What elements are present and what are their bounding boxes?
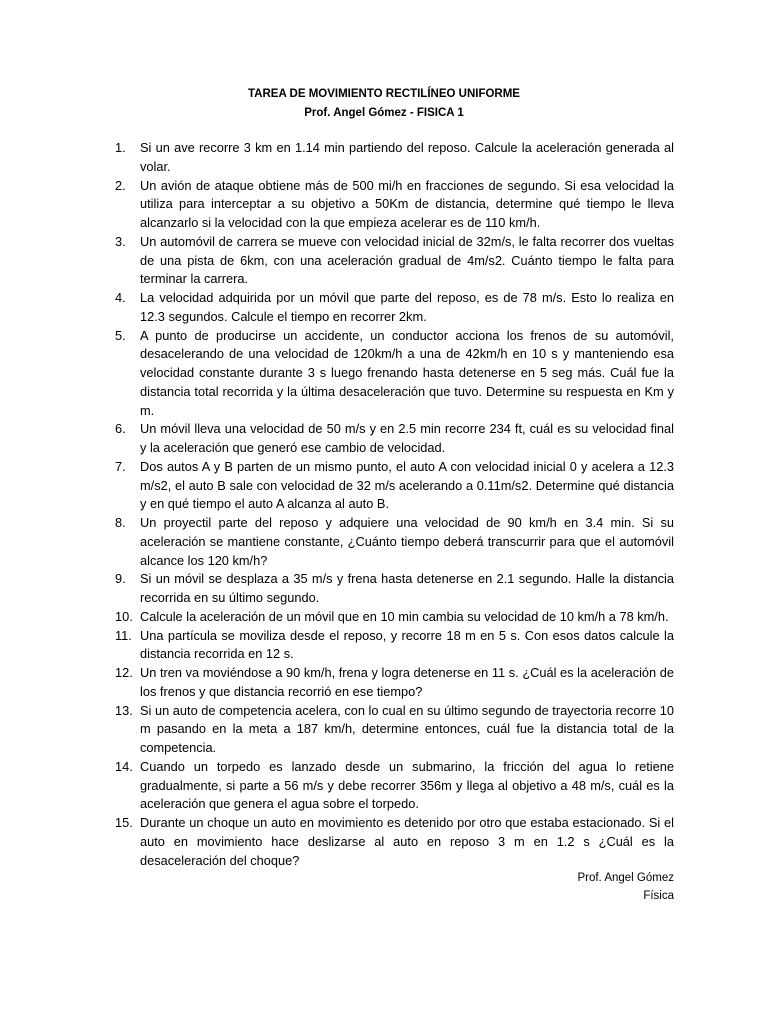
- problem-number: 7.: [115, 458, 126, 474]
- problem-item: [104, 627, 674, 665]
- problem-number: 6.: [115, 421, 126, 437]
- problem-text: Dos autos A y B parten de un mismo punto, el auto A con velocidad inicial 0 y acelera a 12.3 m/s2, el auto B sale con velocidad de 32 m/s acelerando a 0.11m/s2. Determine qué distancia y en qué tiempo el auto A alcanza al auto B.: [140, 458, 674, 512]
- problem-number: 2.: [115, 177, 126, 193]
- signature-subject: Física: [643, 890, 674, 902]
- signature-name: Prof. Angel Gómez: [577, 872, 674, 884]
- problem-item: [104, 608, 674, 627]
- problem-item: [104, 758, 674, 814]
- problem-text: A punto de producirse un accidente, un conductor acciona los frenos de su automóvil, desacelerando de una velocidad de 120km/h a una de 42km/h en 10 s y manteniendo esa velocidad constante durante 3 s luego frenando hasta detenerse en 5 seg más. Cuál fue la distancia total recorrida y la última desaceleración que tuvo. Determine su respuesta en Km y m.: [140, 327, 674, 418]
- problem-number: 9.: [115, 571, 126, 587]
- problem-text: Un proyectil parte del reposo y adquiere una velocidad de 90 km/h en 3.4 min. Si su aceleración se mantiene constante, ¿Cuánto tiempo deberá transcurrir para que el automóvil alcance los 120 km/h?: [140, 515, 674, 568]
- document-subtitle: Prof. Angel Gómez - FISICA 1: [304, 107, 464, 119]
- problem-text: Si un auto de competencia acelera, con lo cual en su último segundo de trayectoria recorre 10 m pasando en la meta a 187 km/h, determine entonces, cuál fue la distancia total de la competencia.: [140, 702, 674, 755]
- problem-number: 5.: [115, 327, 126, 343]
- problem-number: 1.: [115, 140, 126, 155]
- problem-number: 3.: [115, 233, 126, 249]
- problem-number: 8.: [115, 515, 126, 530]
- problem-text: Cuando un torpedo es lanzado desde un submarino, la fricción del agua lo retiene gradualmente, si parte a 56 m/s y debe recorrer 356m y llega al objetivo a 48 m/s, cuál es la aceleración que genera el agua sobre el torpedo.: [140, 758, 674, 812]
- problem-text: Si un móvil se desplaza a 35 m/s y frena hasta detenerse en 2.1 segundo. Halle la distancia recorrida en su último segundo.: [140, 571, 674, 605]
- problem-item: [104, 289, 674, 327]
- problem-text: Calcule la aceleración de un móvil que en 10 min cambia su velocidad de 10 km/h a 78 km/h.: [140, 608, 669, 624]
- problem-item: [104, 233, 674, 289]
- problem-item: [104, 420, 674, 458]
- problem-item: [104, 177, 674, 233]
- problem-number: 10.: [115, 608, 133, 624]
- problem-text: Un tren va moviéndose a 90 km/h, frena y logra detenerse en 11 s. ¿Cuál es la aceleración de los frenos y que distancia recorrió en ese tiempo?: [140, 665, 674, 699]
- problem-text: Durante un choque un auto en movimiento es detenido por otro que estaba estacionado. Si el auto en movimiento hace deslizarse al auto en reposo 3 m en 1.2 s ¿Cuál es la desaceleración del choque?: [140, 815, 674, 868]
- problem-text: Un automóvil de carrera se mueve con velocidad inicial de 32m/s, le falta recorrer dos vueltas de una pista de 6km, con una aceleración gradual de 4m/s2. Cuánto tiempo le falta para terminar la carrera.: [140, 233, 674, 287]
- problem-number: 12.: [115, 665, 133, 680]
- problem-item: [104, 514, 674, 570]
- document-title: TAREA DE MOVIMIENTO RECTILÍNEO UNIFORME: [248, 88, 520, 100]
- problem-item: [104, 570, 674, 608]
- problem-text: Un móvil lleva una velocidad de 50 m/s y en 2.5 min recorre 234 ft, cuál es su velocidad final y la aceleración que generó ese cambio de velocidad.: [140, 421, 674, 455]
- problem-item: [104, 327, 674, 421]
- problem-number: 15.: [115, 815, 133, 830]
- problem-item: [104, 702, 674, 758]
- problem-number: 13.: [115, 702, 133, 718]
- problem-text: La velocidad adquirida por un móvil que parte del reposo, es de 78 m/s. Esto lo realiza en 12.3 segundos. Calcule el tiempo en recorrer 2km.: [140, 290, 674, 324]
- problem-list: [104, 139, 674, 870]
- problem-item: [104, 458, 674, 514]
- problem-text: Si un ave recorre 3 km en 1.14 min partiendo del reposo. Calcule la aceleración generada al volar.: [140, 140, 674, 174]
- problem-item: [104, 139, 674, 177]
- problem-text: Una partícula se moviliza desde el reposo, y recorre 18 m en 5 s. Con esos datos calcule la distancia recorrida en 12 s.: [140, 627, 674, 662]
- problem-number: 4.: [115, 290, 126, 305]
- problem-item: [104, 664, 674, 702]
- problem-number: 14.: [115, 758, 133, 774]
- problem-item: [104, 814, 674, 870]
- problem-text: Un avión de ataque obtiene más de 500 mi/h en fracciones de segundo. Si esa velocidad la utiliza para interceptar a su objetivo a 50Km de distancia, determine qué tiempo le lleva alcanzarlo si la velocidad con la que empieza acelerar es de 110 km/h.: [140, 177, 674, 230]
- problem-number: 11.: [115, 627, 132, 643]
